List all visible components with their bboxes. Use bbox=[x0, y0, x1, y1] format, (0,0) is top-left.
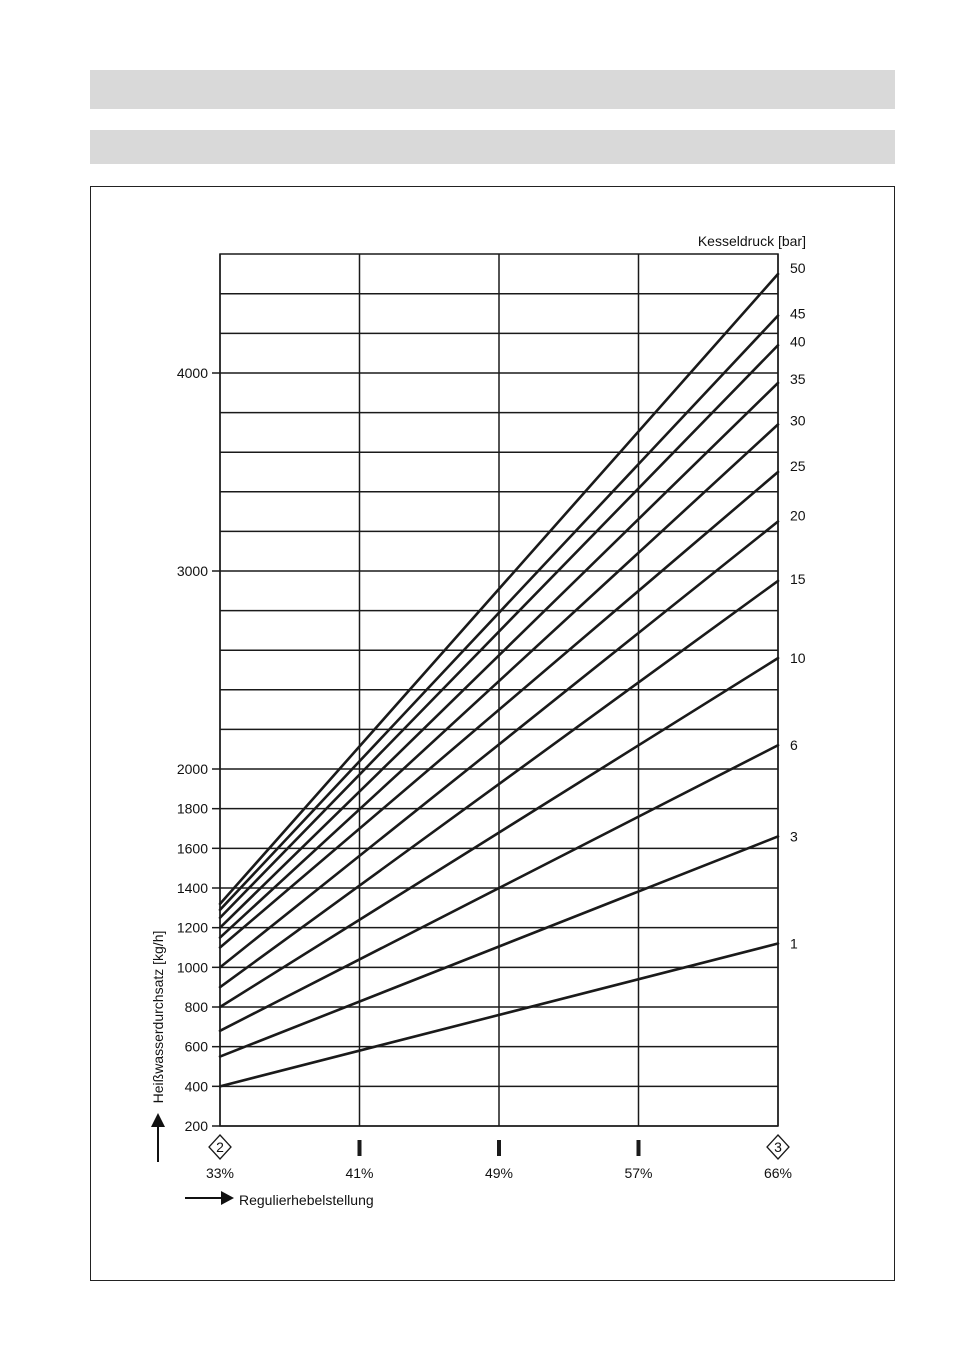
x-tick-label-6: 66% bbox=[763, 1165, 793, 1181]
grid-layer bbox=[220, 254, 778, 1126]
x-axis-arrow bbox=[185, 1191, 234, 1205]
x-tick-label-3: 41% bbox=[345, 1165, 374, 1181]
series-label-45: 45 bbox=[790, 305, 806, 322]
x-marker-label-3: 3 bbox=[774, 1139, 782, 1155]
series-label-1: 1 bbox=[790, 935, 798, 952]
series-label-30: 30 bbox=[790, 412, 806, 429]
series-label-50: 50 bbox=[790, 260, 806, 277]
series-label-25: 25 bbox=[790, 458, 806, 475]
y-tick-label-200: 200 bbox=[184, 1118, 208, 1134]
x-tick-label-2: 33% bbox=[205, 1165, 235, 1181]
flow-rate-chart bbox=[91, 187, 894, 1280]
y-tick-label-1800: 1800 bbox=[176, 800, 208, 817]
y-tick-label-1400: 1400 bbox=[176, 880, 208, 896]
y-tick-label-1200: 1200 bbox=[176, 919, 208, 936]
y-tick-label-3000: 3000 bbox=[176, 563, 208, 579]
series-label-20: 20 bbox=[790, 507, 806, 524]
series-label-6: 6 bbox=[790, 737, 798, 754]
y-tick-label-4000: 4000 bbox=[176, 365, 208, 381]
y-axis-label: Heißwasserdurchsatz [kg/h] bbox=[150, 930, 166, 1104]
y-axis-arrow bbox=[151, 1113, 165, 1162]
series-label-35: 35 bbox=[790, 370, 806, 387]
x-tick-label-4: 49% bbox=[484, 1165, 514, 1181]
y-tick-label-1600: 1600 bbox=[176, 840, 208, 857]
chart-frame bbox=[90, 186, 895, 1281]
header-bar-top bbox=[90, 70, 895, 109]
x-axis-label: Regulierhebelstellung bbox=[239, 1192, 374, 1208]
series-label-3: 3 bbox=[790, 828, 798, 845]
legend-title: Kesseldruck [bar] bbox=[697, 233, 806, 249]
series-label-40: 40 bbox=[790, 333, 806, 350]
x-marker-label-2: 2 bbox=[216, 1139, 224, 1155]
y-tick-label-800: 800 bbox=[184, 999, 208, 1015]
series-label-10: 10 bbox=[790, 650, 806, 667]
header-bar-second bbox=[90, 130, 895, 164]
y-tick-label-600: 600 bbox=[184, 1038, 208, 1055]
series-label-15: 15 bbox=[790, 570, 806, 587]
y-tick-label-2000: 2000 bbox=[176, 761, 208, 777]
axis-layer bbox=[150, 233, 806, 1208]
x-tick-label-5: 57% bbox=[624, 1165, 653, 1181]
y-tick-label-1000: 1000 bbox=[176, 959, 208, 976]
y-tick-label-400: 400 bbox=[184, 1078, 208, 1095]
